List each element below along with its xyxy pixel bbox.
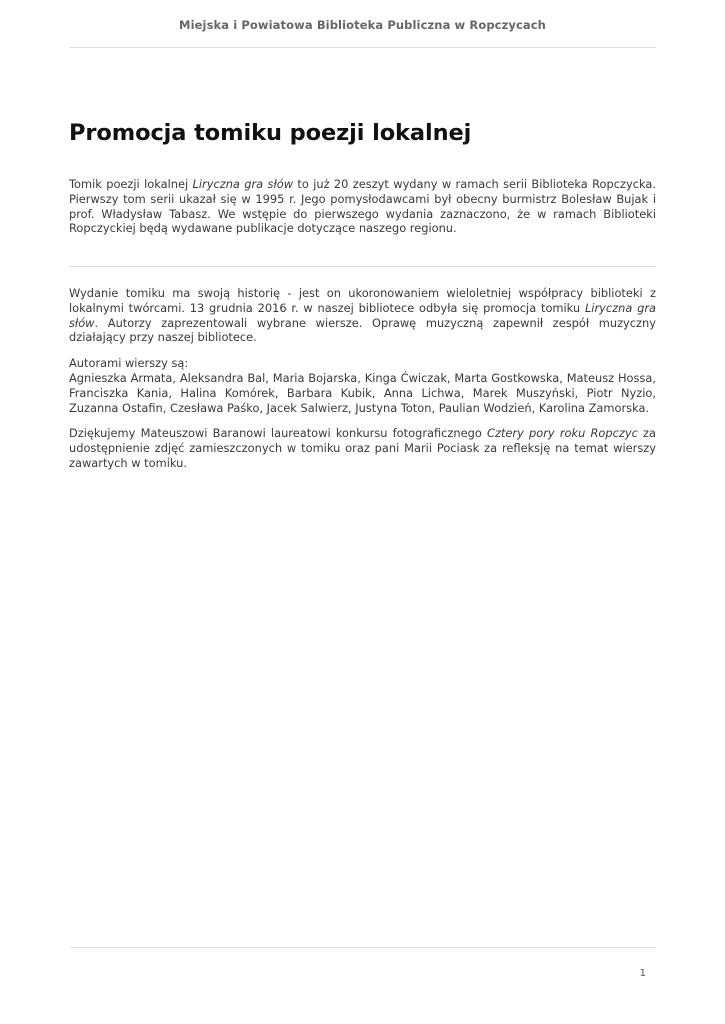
section-divider — [69, 266, 656, 267]
history-text-end: . Autorzy zaprezentowali wybrane wiersze. Oprawę muzyczną zapewnił zespół muzyczny działający przy naszej bibliotece. — [69, 315, 656, 345]
intro-text-start: Tomik poezji lokalnej — [69, 177, 193, 191]
thanks-text-end: za udostępnienie zdjęć zamieszczonych w tomiku oraz pani Marii Pociask za refleksję na temat wierszy zawartych w tomiku. — [69, 426, 656, 470]
intro-book-title: Liryczna gra słów — [192, 177, 294, 191]
authors-list: Agnieszka Armata, Aleksandra Bal, Maria Bojarska, Kinga Ćwiczak, Marta Gostkowska, Mateusz Hossa, Franciszka Kania, Halina Komórek, Barbara Kubik, Anna Lichwa, Marek Muszyński, Piotr Nyzio, Zuzanna Ostafin, Czesława Paśko, Jacek Salwierz, Justyna Toton, Paulian Wodzień, Karolina Zamorska. — [69, 370, 656, 415]
history-text-start: Wydanie tomiku ma swoją historię - jest on ukoronowaniem wieloletniej współpracy biblioteki z lokalnymi twórcami. 13 grudnia 2016 r. w naszej bibliotece odbyła się promocja tomiku — [69, 286, 656, 315]
footer-divider — [69, 947, 656, 948]
authors-paragraph — [69, 356, 656, 415]
intro-text-end: to już 20 zeszyt wydany w ramach serii Biblioteka Ropczycka. Pierwszy tom serii ukazał się w 1995 r. Jego pomysłodawcami był obecny burmistrz Bolesław Bujak i prof. Władysław Tabasz. We wstępie do pierwszego wydania zaznaczono, że w ramach Biblioteki Ropczyckiej będą wydawane publikacje dotyczące naszego regionu. — [69, 177, 656, 236]
authors-label: Autorami wierszy są: — [69, 356, 189, 371]
thanks-text-start: Dziękujemy Mateuszowi Baranowi laureatowi konkursu fotograficznego — [69, 426, 488, 441]
page-title: Promocja tomiku poezji lokalnej — [69, 120, 472, 146]
library-header: Miejska i Powiatowa Biblioteka Publiczna w Ropczycach — [179, 18, 546, 32]
article-body — [69, 286, 656, 471]
intro-paragraph — [69, 177, 656, 236]
thanks-paragraph — [69, 426, 656, 470]
history-paragraph — [69, 286, 656, 345]
history-book-title: Liryczna gra słów — [69, 300, 656, 330]
header-divider — [69, 47, 656, 48]
page-number: 1 — [639, 968, 646, 979]
thanks-contest-title: Cztery pory roku Ropczyc — [487, 426, 644, 441]
